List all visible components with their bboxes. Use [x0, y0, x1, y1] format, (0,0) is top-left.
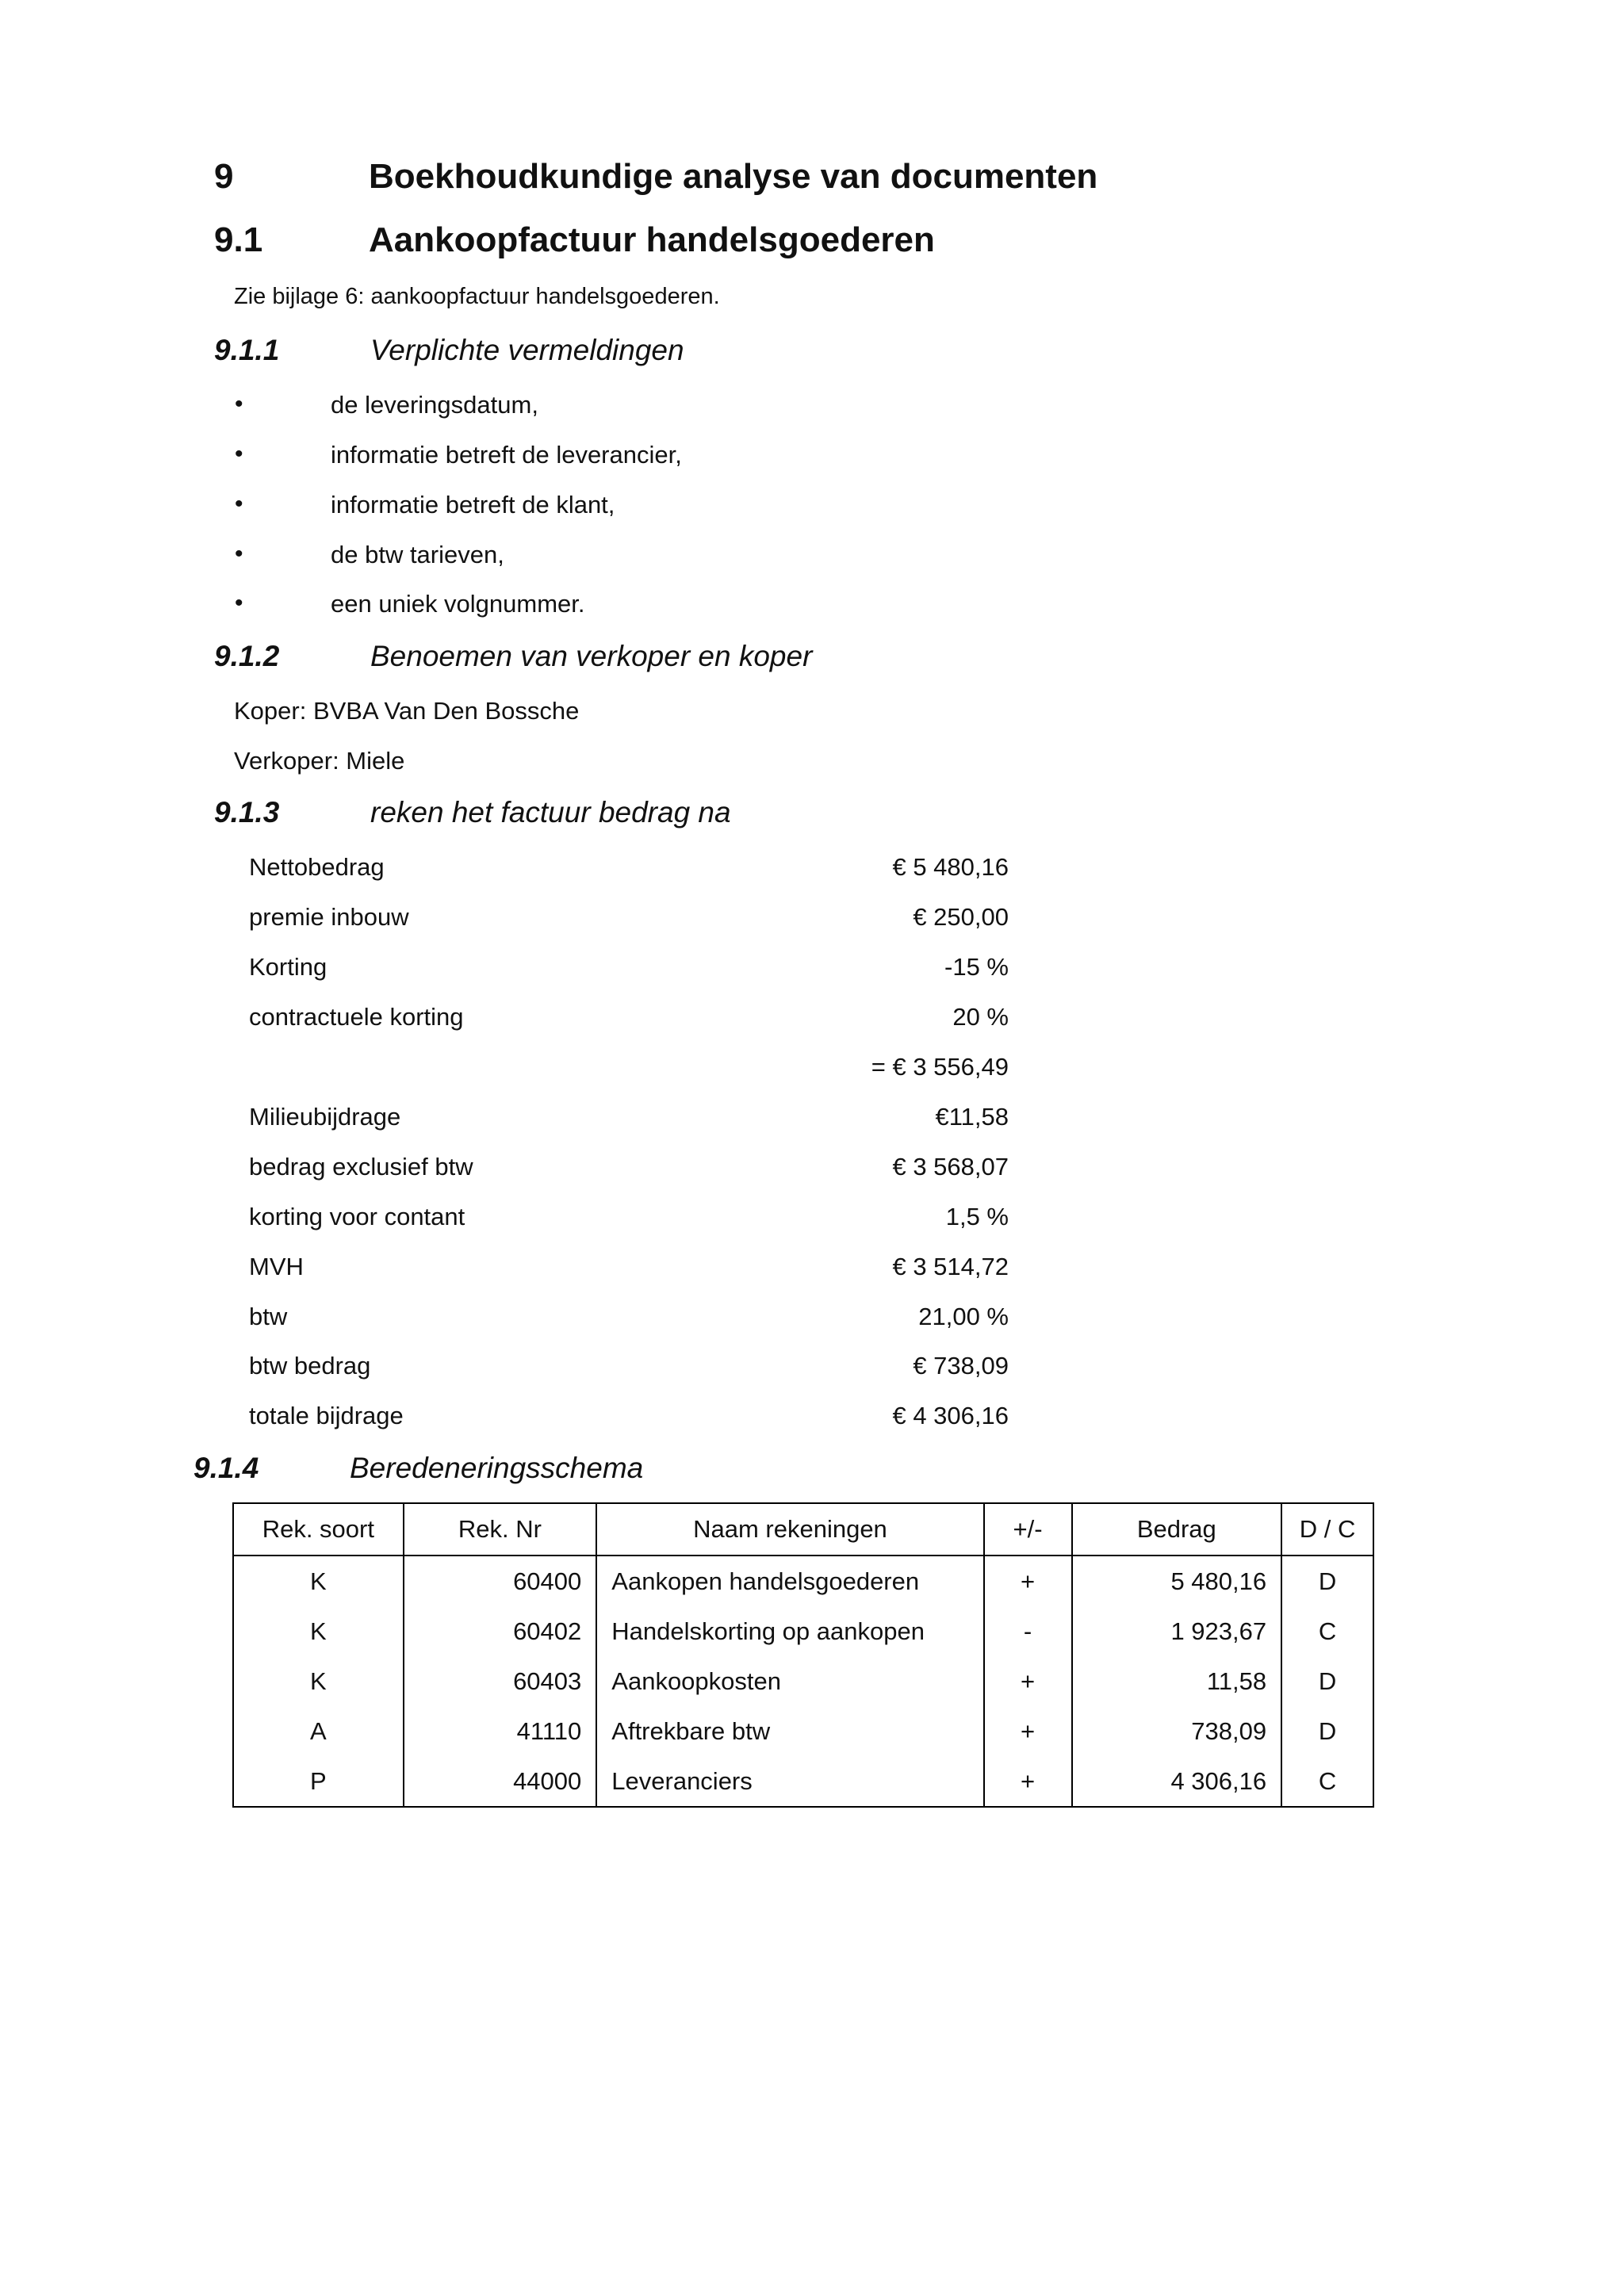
cell-account-number: 44000	[404, 1756, 597, 1807]
calc-label: Korting	[249, 953, 327, 981]
calc-value: € 4 306,16	[892, 1402, 1009, 1429]
cell-account-name: Aftrekbare btw	[596, 1706, 983, 1756]
cell-account-number: 41110	[404, 1706, 597, 1756]
cell-account-name: Aankopen handelsgoederen	[596, 1556, 983, 1606]
cell-amount: 4 306,16	[1072, 1756, 1282, 1807]
header-account-number: Rek. Nr	[404, 1503, 597, 1556]
heading-912	[214, 640, 279, 673]
cell-debit-credit: D	[1281, 1556, 1373, 1606]
calc-label: bedrag exclusief btw	[249, 1153, 473, 1181]
section-title: Boekhoudkundige analyse van documenten	[369, 157, 1098, 196]
calc-label: Nettobedrag	[249, 853, 385, 881]
cell-plus-minus: +	[984, 1656, 1072, 1706]
heading-913-number: 9.1.3	[214, 796, 280, 828]
cell-account-number: 60403	[404, 1656, 597, 1706]
heading-914	[193, 1452, 259, 1485]
heading-913-title: reken het factuur bedrag na	[370, 796, 731, 828]
cell-amount: 11,58	[1072, 1656, 1282, 1706]
heading-914-title: Beredeneringsschema	[350, 1452, 644, 1484]
cell-account-number: 60402	[404, 1606, 597, 1656]
calc-value: € 3 568,07	[892, 1153, 1009, 1181]
calc-value: €11,58	[935, 1103, 1009, 1131]
calc-value: -15 %	[944, 953, 1009, 981]
bullet-icon: •	[235, 590, 243, 616]
calc-label: korting voor contant	[249, 1203, 465, 1230]
bullet-icon: •	[235, 391, 243, 417]
calc-label: Milieubijdrage	[249, 1103, 401, 1131]
list-item: de btw tarieven,	[331, 541, 504, 568]
header-account-type: Rek. soort	[233, 1503, 404, 1556]
cell-account-type: A	[233, 1706, 404, 1756]
seller-line: Verkoper: Miele	[234, 747, 405, 775]
heading-912-number: 9.1.2	[214, 640, 280, 672]
calc-label: totale bijdrage	[249, 1402, 404, 1429]
cell-account-type: P	[233, 1756, 404, 1807]
calc-value: 20 %	[952, 1003, 1009, 1031]
cell-debit-credit: D	[1281, 1706, 1373, 1756]
table-row	[233, 1706, 1373, 1756]
calc-label: MVH	[249, 1253, 304, 1280]
subsection-title: Aankoopfactuur handelsgoederen	[369, 220, 935, 259]
cell-plus-minus: +	[984, 1556, 1072, 1606]
cell-account-number: 60400	[404, 1556, 597, 1606]
bullet-icon: •	[235, 441, 243, 467]
calc-label: premie inbouw	[249, 903, 409, 931]
heading-913	[214, 796, 279, 829]
cell-account-type: K	[233, 1656, 404, 1706]
section-number: 9	[214, 157, 234, 196]
heading-914-number: 9.1.4	[193, 1452, 259, 1484]
cell-plus-minus: +	[984, 1706, 1072, 1756]
heading-911	[214, 334, 279, 367]
header-debit-credit: D / C	[1281, 1503, 1373, 1556]
heading-911-number: 9.1.1	[214, 334, 280, 366]
calc-label: contractuele korting	[249, 1003, 464, 1031]
calc-label: btw bedrag	[249, 1352, 371, 1380]
cell-plus-minus: +	[984, 1756, 1072, 1807]
cell-plus-minus: -	[984, 1606, 1072, 1656]
bullet-icon: •	[235, 491, 243, 517]
cell-amount: 5 480,16	[1072, 1556, 1282, 1606]
calc-value: 21,00 %	[918, 1303, 1009, 1330]
header-account-name: Naam rekeningen	[596, 1503, 983, 1556]
heading-912-title: Benoemen van verkoper en koper	[370, 640, 813, 672]
calc-value: € 5 480,16	[892, 853, 1009, 881]
cell-account-type: K	[233, 1606, 404, 1656]
list-item: informatie betreft de klant,	[331, 491, 615, 519]
subsection-number: 9.1	[214, 220, 263, 259]
cell-amount: 1 923,67	[1072, 1606, 1282, 1656]
cell-debit-credit: C	[1281, 1756, 1373, 1807]
calc-value: € 738,09	[913, 1352, 1009, 1380]
reference-text: Zie bijlage 6: aankoopfactuur handelsgoederen.	[234, 284, 720, 309]
calc-label: btw	[249, 1303, 288, 1330]
table-row	[233, 1606, 1373, 1656]
cell-amount: 738,09	[1072, 1706, 1282, 1756]
heading-911-title: Verplichte vermeldingen	[370, 334, 684, 366]
list-item: de leveringsdatum,	[331, 391, 538, 419]
calc-value: = € 3 556,49	[871, 1053, 1009, 1081]
table-header-row	[233, 1503, 1373, 1556]
calc-value: € 250,00	[913, 903, 1009, 931]
table-row	[233, 1656, 1373, 1706]
reasoning-schema-table	[232, 1502, 1374, 1808]
cell-debit-credit: D	[1281, 1656, 1373, 1706]
cell-account-name: Leveranciers	[596, 1756, 983, 1807]
calc-value: € 3 514,72	[892, 1253, 1009, 1280]
buyer-line: Koper: BVBA Van Den Bossche	[234, 697, 580, 725]
calc-value: 1,5 %	[945, 1203, 1009, 1230]
list-item: een uniek volgnummer.	[331, 590, 585, 618]
cell-account-type: K	[233, 1556, 404, 1606]
cell-debit-credit: C	[1281, 1606, 1373, 1656]
header-amount: Bedrag	[1072, 1503, 1282, 1556]
list-item: informatie betreft de leverancier,	[331, 441, 682, 469]
header-plus-minus: +/-	[984, 1503, 1072, 1556]
table-row	[233, 1756, 1373, 1807]
bullet-icon: •	[235, 541, 243, 567]
table-row	[233, 1556, 1373, 1606]
cell-account-name: Aankoopkosten	[596, 1656, 983, 1706]
cell-account-name: Handelskorting op aankopen	[596, 1606, 983, 1656]
